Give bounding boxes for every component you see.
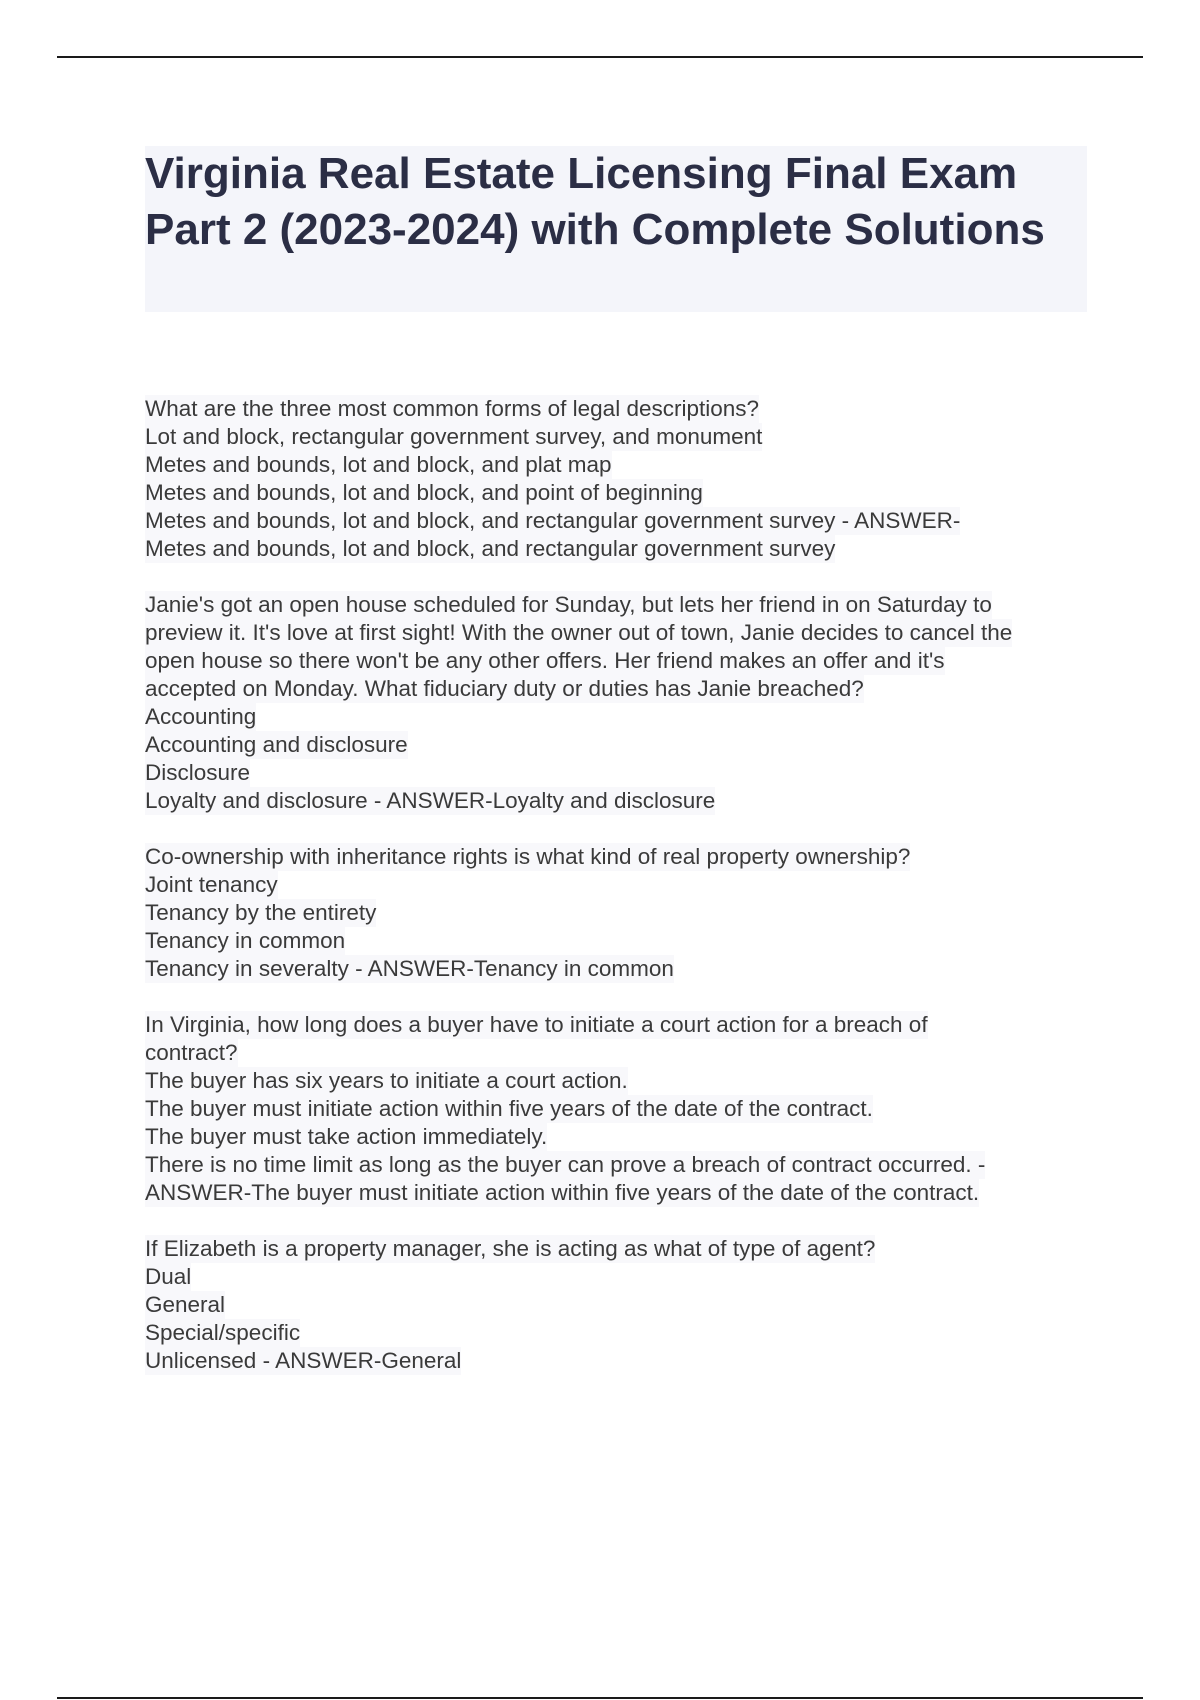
answer-option: Metes and bounds, lot and block, and rectangular government survey - ANSWER- bbox=[145, 508, 961, 533]
question-block bbox=[145, 1235, 1085, 1375]
answer-option: Dual bbox=[145, 1264, 192, 1289]
question-text: open house so there won't be any other offers. Her friend makes an offer and it's bbox=[145, 648, 945, 673]
answer-option: Unlicensed - ANSWER-General bbox=[145, 1348, 462, 1373]
correct-answer: ANSWER-The buyer must initiate action within five years of the date of the contract. bbox=[145, 1180, 980, 1205]
answer-option: Tenancy by the entirety bbox=[145, 900, 377, 925]
document-title: Virginia Real Estate Licensing Final Exam Part 2 (2023-2024) with Complete Solutions bbox=[145, 149, 1045, 254]
question-block bbox=[145, 1011, 1085, 1207]
question-text: Co-ownership with inheritance rights is what kind of real property ownership? bbox=[145, 844, 911, 869]
question-text: contract? bbox=[145, 1040, 238, 1065]
answer-option: Special/specific bbox=[145, 1320, 301, 1345]
question-block bbox=[145, 591, 1085, 815]
question-text: What are the three most common forms of legal descriptions? bbox=[145, 396, 760, 421]
answer-option: The buyer must take action immediately. bbox=[145, 1124, 548, 1149]
answer-option: The buyer must initiate action within five years of the date of the contract. bbox=[145, 1096, 873, 1121]
bottom-rule bbox=[57, 1697, 1143, 1699]
answer-option: The buyer has six years to initiate a court action. bbox=[145, 1068, 628, 1093]
answer-option: Metes and bounds, lot and block, and point of beginning bbox=[145, 480, 703, 505]
answer-option: Tenancy in severalty - ANSWER-Tenancy in common bbox=[145, 956, 674, 981]
answer-option: Lot and block, rectangular government survey, and monument bbox=[145, 424, 763, 449]
top-rule bbox=[57, 56, 1143, 58]
answer-option: Joint tenancy bbox=[145, 872, 278, 897]
answer-option: Accounting bbox=[145, 704, 257, 729]
question-block bbox=[145, 843, 1085, 983]
correct-answer: Metes and bounds, lot and block, and rectangular government survey bbox=[145, 536, 836, 561]
answer-option: Accounting and disclosure bbox=[145, 732, 408, 757]
answer-option: Tenancy in common bbox=[145, 928, 346, 953]
answer-option: Loyalty and disclosure - ANSWER-Loyalty and disclosure bbox=[145, 788, 716, 813]
questions-list bbox=[145, 395, 1085, 1403]
question-text: If Elizabeth is a property manager, she is acting as what of type of agent? bbox=[145, 1236, 876, 1261]
question-text: preview it. It's love at first sight! With the owner out of town, Janie decides to cancel the bbox=[145, 620, 1013, 645]
question-block bbox=[145, 395, 1085, 563]
answer-option: Disclosure bbox=[145, 760, 251, 785]
question-text: In Virginia, how long does a buyer have to initiate a court action for a breach of bbox=[145, 1012, 928, 1037]
answer-option: General bbox=[145, 1292, 226, 1317]
answer-option: There is no time limit as long as the buyer can prove a breach of contract occurred. - bbox=[145, 1152, 986, 1177]
answer-option: Metes and bounds, lot and block, and plat map bbox=[145, 452, 612, 477]
question-text: accepted on Monday. What fiduciary duty or duties has Janie breached? bbox=[145, 676, 864, 701]
question-text: Janie's got an open house scheduled for Sunday, but lets her friend in on Saturday to bbox=[145, 592, 992, 617]
